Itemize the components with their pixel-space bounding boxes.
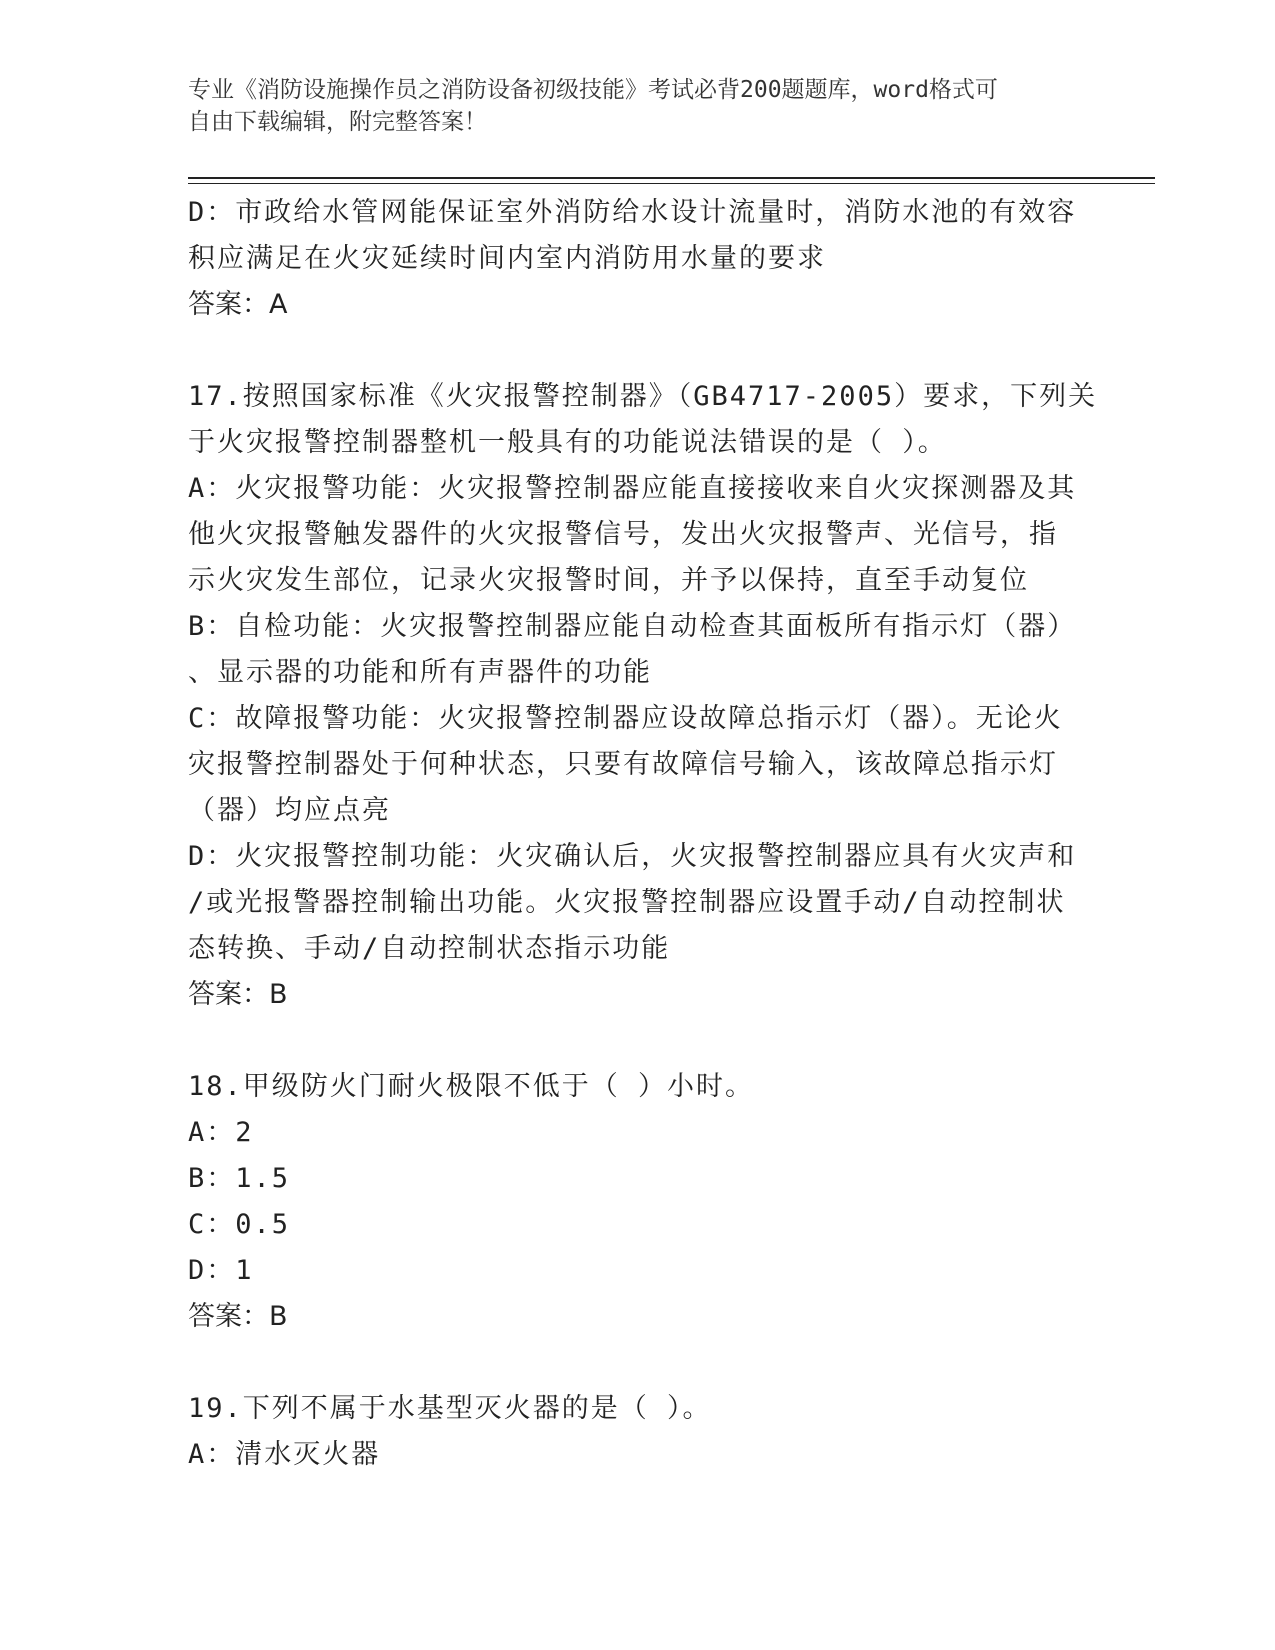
text-line: C：故障报警功能：火灾报警控制器应设故障总指示灯（器）。无论火 [188, 703, 1063, 734]
text-line: B：自检功能：火灾报警控制器应能自动检查其面板所有指示灯（器） [188, 611, 1077, 642]
header-line: 专业《消防设施操作员之消防设备初级技能》考试必背200题题库，word格式可 [188, 77, 998, 103]
page-header [188, 74, 1088, 138]
text-line: 他火灾报警触发器件的火灾报警信号，发出火灾报警声、光信号，指 [188, 519, 1058, 550]
text-line: D：1 [188, 1255, 254, 1286]
text-line: 示火灾发生部位，记录火灾报警时间，并予以保持，直至手动复位 [188, 565, 1029, 596]
answer-line: 答案：B [188, 979, 288, 1010]
answer-line: 答案：B [188, 1301, 288, 1332]
header-divider-thick [188, 177, 1155, 179]
text-line: 、显示器的功能和所有声器件的功能 [188, 657, 652, 688]
text-line: A：2 [188, 1117, 254, 1148]
question-content [188, 190, 1098, 1478]
text-line: C：0.5 [188, 1209, 291, 1240]
text-line: 17.按照国家标准《火灾报警控制器》（GB4717-2005）要求，下列关 [188, 381, 1098, 412]
text-line: 积应满足在火灾延续时间内室内消防用水量的要求 [188, 243, 826, 274]
text-line: 态转换、手动/自动控制状态指示功能 [188, 933, 671, 964]
text-line: D：火灾报警控制功能：火灾确认后，火灾报警控制器应具有火灾声和 [188, 841, 1077, 872]
text-line: A：清水灭火器 [188, 1439, 381, 1470]
text-line: D：市政给水管网能保证室外消防给水设计流量时，消防水池的有效容 [188, 197, 1077, 228]
answer-line: 答案：A [188, 289, 288, 320]
text-line: A：火灾报警功能：火灾报警控制器应能直接接收来自火灾探测器及其 [188, 473, 1077, 504]
text-line: 18.甲级防火门耐火极限不低于（ ）小时。 [188, 1071, 755, 1102]
text-line: 19.下列不属于水基型灭火器的是（ ）。 [188, 1393, 712, 1424]
header-line: 自由下载编辑，附完整答案！ [188, 109, 487, 135]
text-line: B：1.5 [188, 1163, 291, 1194]
header-divider-thin [188, 183, 1155, 184]
block-gap [188, 1340, 1088, 1386]
block-gap [188, 328, 1088, 374]
text-line: 于火灾报警控制器整机一般具有的功能说法错误的是（ ）。 [188, 427, 947, 458]
block-gap [188, 1018, 1088, 1064]
text-line: 灾报警控制器处于何种状态，只要有故障信号输入，该故障总指示灯 [188, 749, 1058, 780]
text-line: （器）均应点亮 [188, 795, 391, 826]
text-line: /或光报警器控制输出功能。火灾报警控制器应设置手动/自动控制状 [188, 887, 1066, 918]
